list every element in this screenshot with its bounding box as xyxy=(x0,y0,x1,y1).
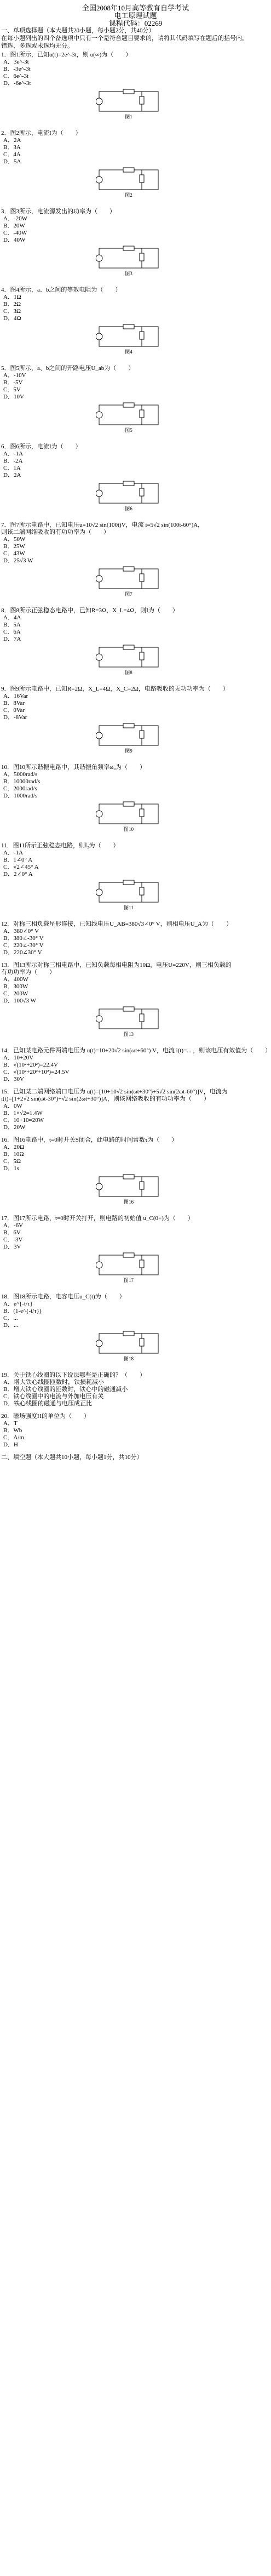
answer-option: C．5V xyxy=(3,386,21,393)
question-stem: 10．图10所示谐振电路中，其谐振角频率ω₀为（ ） xyxy=(1,764,146,771)
section-heading: 一、单项选择题（本大题共20小题，每小题2分，共40分） xyxy=(1,27,155,34)
answer-option: C．6A xyxy=(3,629,21,635)
figure-5 xyxy=(96,402,162,434)
figure-caption: 图1 xyxy=(125,114,132,119)
answer-option: A．-6V xyxy=(3,1222,24,1229)
answer-option: D．1s xyxy=(3,1165,19,1172)
answer-option: C．43W xyxy=(3,550,25,557)
answer-option: B．增大铁心线圈的匝数时，铁心中的磁通减小 xyxy=(3,1386,128,1393)
answer-option: D．1000rad/s xyxy=(3,793,38,799)
question-stem: 14．已知某电路元件两端电压为 u(t)=10+20√2 sin(ωt+60°) V，电流 i(t)=... ，则该电压有效值为（ ） xyxy=(1,1047,271,1054)
answer-option: B．1×√2=1.4W xyxy=(3,1110,43,1116)
answer-option: D．H xyxy=(3,1441,18,1448)
answer-option: D．铁心线圈的磁通与电压成正比 xyxy=(3,1400,92,1407)
figure-13 xyxy=(96,1006,162,1038)
figure-1 xyxy=(96,88,162,120)
question-stem: 5．图5所示，a、b之间的开路电压U_ab为（ ） xyxy=(1,365,135,372)
answer-option: A．5000rad/s xyxy=(3,771,38,778)
answer-option: D．3V xyxy=(3,1244,21,1250)
figure-10 xyxy=(96,801,162,833)
figure-2 xyxy=(96,167,162,198)
question-stem: 3．图3所示，电流源发出的功率为（ ） xyxy=(1,208,116,215)
figure-caption: 图2 xyxy=(125,192,132,198)
answer-option: B．5A xyxy=(3,622,21,628)
question-stem: 16．图16电路中，t=0时开关S闭合，此电路的时间常数τ为（ ） xyxy=(1,1137,178,1143)
answer-option: B．-2A xyxy=(3,458,23,464)
answer-option: A．e^{-t/τ} xyxy=(3,1301,33,1307)
figure-3 xyxy=(96,245,162,277)
circuit-diagram xyxy=(96,1173,162,1205)
question-stem: 7．图7所示电路中，已知电压u=10√2 sin(100t)V，电流 i=5√2 sin(100t-60°)A， xyxy=(1,522,204,528)
section-note: 错选、多选或未选均无分。 xyxy=(1,43,73,49)
question-stem: 18．图18所示电路，电容电压u_C(t)为（ ） xyxy=(1,1293,125,1300)
answer-option: D．10V xyxy=(3,394,24,400)
answer-option: B．8Var xyxy=(3,700,25,706)
figure-8 xyxy=(96,644,162,676)
answer-option: B．10Ω xyxy=(3,1151,24,1158)
answer-option: D．100√3 W xyxy=(3,998,36,1004)
answer-option: C．... xyxy=(3,1315,18,1321)
answer-option: D．2∠0° A xyxy=(3,871,33,877)
figure-caption: 图11 xyxy=(124,905,134,910)
figure-17 xyxy=(96,1252,162,1284)
circuit-diagram xyxy=(96,879,162,911)
answer-option: D．25√3 W xyxy=(3,557,33,564)
answer-option: C．A/m xyxy=(3,1434,24,1441)
figure-18 xyxy=(96,1330,162,1362)
answer-option: A．50W xyxy=(3,536,26,543)
figure-4 xyxy=(96,323,162,355)
circuit-diagram xyxy=(96,88,162,120)
figure-caption: 图18 xyxy=(123,1356,134,1361)
question-stem: 4．图4所示，a、b之间的等效电阻为（ ） xyxy=(1,287,122,293)
answer-option: A．16Var xyxy=(3,693,28,699)
answer-option: B．-5V xyxy=(3,379,23,386)
header-course: 课程代码：02269 xyxy=(108,19,163,27)
answer-option: A．-1A xyxy=(3,850,24,856)
figure-caption: 图10 xyxy=(123,827,134,832)
answer-option: A．3e^-3t xyxy=(3,59,29,65)
question-stem: 2．图2所示，电流I为（ ） xyxy=(1,130,82,136)
answer-option: C．200W xyxy=(3,990,28,997)
answer-option: C．10+10=20W xyxy=(3,1117,44,1124)
question-stem: 1．图1所示，已知u(t)=2e^-3t，则 u(∞)为（ ） xyxy=(1,52,132,58)
figure-caption: 图13 xyxy=(123,1031,134,1037)
figure-16 xyxy=(96,1173,162,1205)
answer-option: C．1A xyxy=(3,465,21,471)
answer-option: C．-40W xyxy=(3,230,27,236)
answer-option: A．400W xyxy=(3,976,28,983)
answer-option: D．-6e^-3t xyxy=(3,80,31,87)
answer-option: A．T xyxy=(3,1420,18,1427)
answer-option: D．30V xyxy=(3,1076,24,1082)
circuit-diagram xyxy=(96,801,162,833)
answer-option: B．1∠0° A xyxy=(3,857,33,863)
answer-option: B．6V xyxy=(3,1229,21,1236)
figure-caption: 图4 xyxy=(125,349,132,355)
answer-option: D．... xyxy=(3,1322,19,1329)
question-stem: 12．对称三相负载星形连接，已知线电压U_AB=380√3∠0° V，则相电压U_A为（ ） xyxy=(1,921,232,927)
question-stem: 20．磁场强度H的单位为（ ） xyxy=(1,1413,90,1420)
header-subtitle: 电工原理试题 xyxy=(114,12,157,20)
answer-option: A．-1A xyxy=(3,451,24,457)
circuit-diagram xyxy=(96,1330,162,1362)
circuit-diagram xyxy=(96,167,162,198)
circuit-diagram xyxy=(96,1006,162,1038)
answer-option: B．-3e^-3t xyxy=(3,66,31,72)
answer-option: D．20W xyxy=(3,1124,26,1131)
circuit-diagram xyxy=(96,323,162,355)
figure-caption: 图17 xyxy=(123,1278,134,1283)
answer-option: A．-20W xyxy=(3,215,27,222)
answer-option: D．7A xyxy=(3,636,21,642)
answer-option: D．4Ω xyxy=(3,315,21,322)
question-stem: 19．关于铁心线圈的以下说法哪些是正确的？（ ） xyxy=(1,1372,146,1378)
answer-option: C．2000rad/s xyxy=(3,785,37,792)
answer-option: C．6e^-3t xyxy=(3,73,29,79)
figure-caption: 图3 xyxy=(125,271,132,276)
circuit-diagram xyxy=(96,402,162,434)
answer-option: A．1Ω xyxy=(3,294,21,300)
answer-option: C．3Ω xyxy=(3,308,21,315)
answer-option: A．10+20V xyxy=(3,1055,34,1061)
figure-caption: 图6 xyxy=(125,506,132,511)
answer-option: A．-10V xyxy=(3,372,26,379)
answer-option: D．40W xyxy=(3,237,26,243)
answer-option: A．增大铁心线圈匝数时，铁损耗减小 xyxy=(3,1379,104,1386)
answer-option: B．20W xyxy=(3,223,25,229)
question-stem: 15．已知某二端网络端口电压为 u(t)=[10+10√2 sin(ωt+30°)+5√2 sin(2ωt-60°)]V，电流为 xyxy=(1,1088,228,1095)
answer-option: C．-3V xyxy=(3,1236,23,1243)
answer-option: B．25W xyxy=(3,543,25,550)
answer-option: C．4A xyxy=(3,151,21,158)
figure-caption: 图9 xyxy=(125,748,132,754)
figure-caption: 图16 xyxy=(123,1199,134,1205)
answer-option: B．10000rad/s xyxy=(3,778,41,785)
answer-option: A．4A xyxy=(3,614,21,621)
section-note: 在每小题列出的四个备选项中只有一个是符合题目要求的，请将其代码填写在题后的括号内。 xyxy=(1,35,248,42)
circuit-diagram xyxy=(96,644,162,676)
question-stem: i(t)=[1+2√2 sin(ωt-30°)+√2 sin(2ωt+30°)]A，则该网络吸收的有功功率为（ ） xyxy=(1,1096,210,1102)
answer-option: B．Wb xyxy=(3,1427,22,1434)
answer-option: D．220∠30° V xyxy=(3,949,42,956)
answer-option: C．√2∠45° A xyxy=(3,864,39,870)
answer-option: D．2A xyxy=(3,472,21,478)
answer-option: D．-8Var xyxy=(3,714,27,721)
answer-option: C．√(10²+20²+10²)=24.5V xyxy=(3,1069,70,1075)
figure-11 xyxy=(96,879,162,911)
answer-option: B．2Ω xyxy=(3,301,21,307)
question-stem: 有功功率为（ ） xyxy=(1,969,55,976)
figure-7 xyxy=(96,566,162,597)
figure-6 xyxy=(96,480,162,512)
figure-9 xyxy=(96,722,162,754)
answer-option: B．380∠-30° V xyxy=(3,935,44,942)
figure-caption: 图7 xyxy=(125,591,132,597)
question-stem: 9．图9所示电路中，已知R=2Ω，X_L=4Ω，X_C=2Ω，电路吸收的无功功率为（ ） xyxy=(1,686,229,692)
answer-option: A．0W xyxy=(3,1103,22,1109)
answer-option: B．300W xyxy=(3,983,28,990)
header-title: 全国2008年10月高等教育自学考试 xyxy=(82,4,189,12)
answer-option: B．√(10²+20²)=22.4V xyxy=(3,1062,58,1068)
figure-caption: 图5 xyxy=(125,428,132,433)
question-stem: 13．图13所示对称三相电路中，已知负载每相电阻为10Ω，电压U=220V，则三相负载的 xyxy=(1,962,232,968)
answer-option: A．380∠0° V xyxy=(3,928,39,934)
circuit-diagram xyxy=(96,1252,162,1284)
answer-option: D．5A xyxy=(3,158,21,165)
section-heading: 二、填空题（本大题共10小题，每小题1分，共10分） xyxy=(1,1454,143,1461)
circuit-diagram xyxy=(96,566,162,597)
question-stem: 则该二端网络吸收的有功功率为（ ） xyxy=(1,529,109,535)
circuit-diagram xyxy=(96,722,162,754)
question-stem: 11．图11所示正弦稳态电路，则İ₂为（ ） xyxy=(1,842,119,849)
answer-option: C．5Ω xyxy=(3,1158,21,1165)
question-stem: 8．图8所示正弦稳态电路中，已知R=3Ω，X_L=4Ω，则I为（ ） xyxy=(1,607,178,614)
answer-option: C．铁心线圈中的电流与外加电压有关 xyxy=(3,1393,104,1400)
answer-option: A．2A xyxy=(3,137,21,144)
answer-option: B．3A xyxy=(3,144,21,151)
answer-option: A．20Ω xyxy=(3,1144,25,1150)
answer-option: C．0Var xyxy=(3,707,25,714)
answer-option: B．(1-e^{-t/τ}) xyxy=(3,1308,42,1314)
figure-caption: 图8 xyxy=(125,670,132,675)
answer-option: C．220∠-30° V xyxy=(3,942,44,949)
question-stem: 17．图17所示电路，t=0时开关打开，则电路的初始值 u_C(0+)为（ ） xyxy=(1,1215,194,1222)
circuit-diagram xyxy=(96,245,162,277)
circuit-diagram xyxy=(96,480,162,512)
question-stem: 6．图6所示，电流I为（ ） xyxy=(1,443,82,450)
